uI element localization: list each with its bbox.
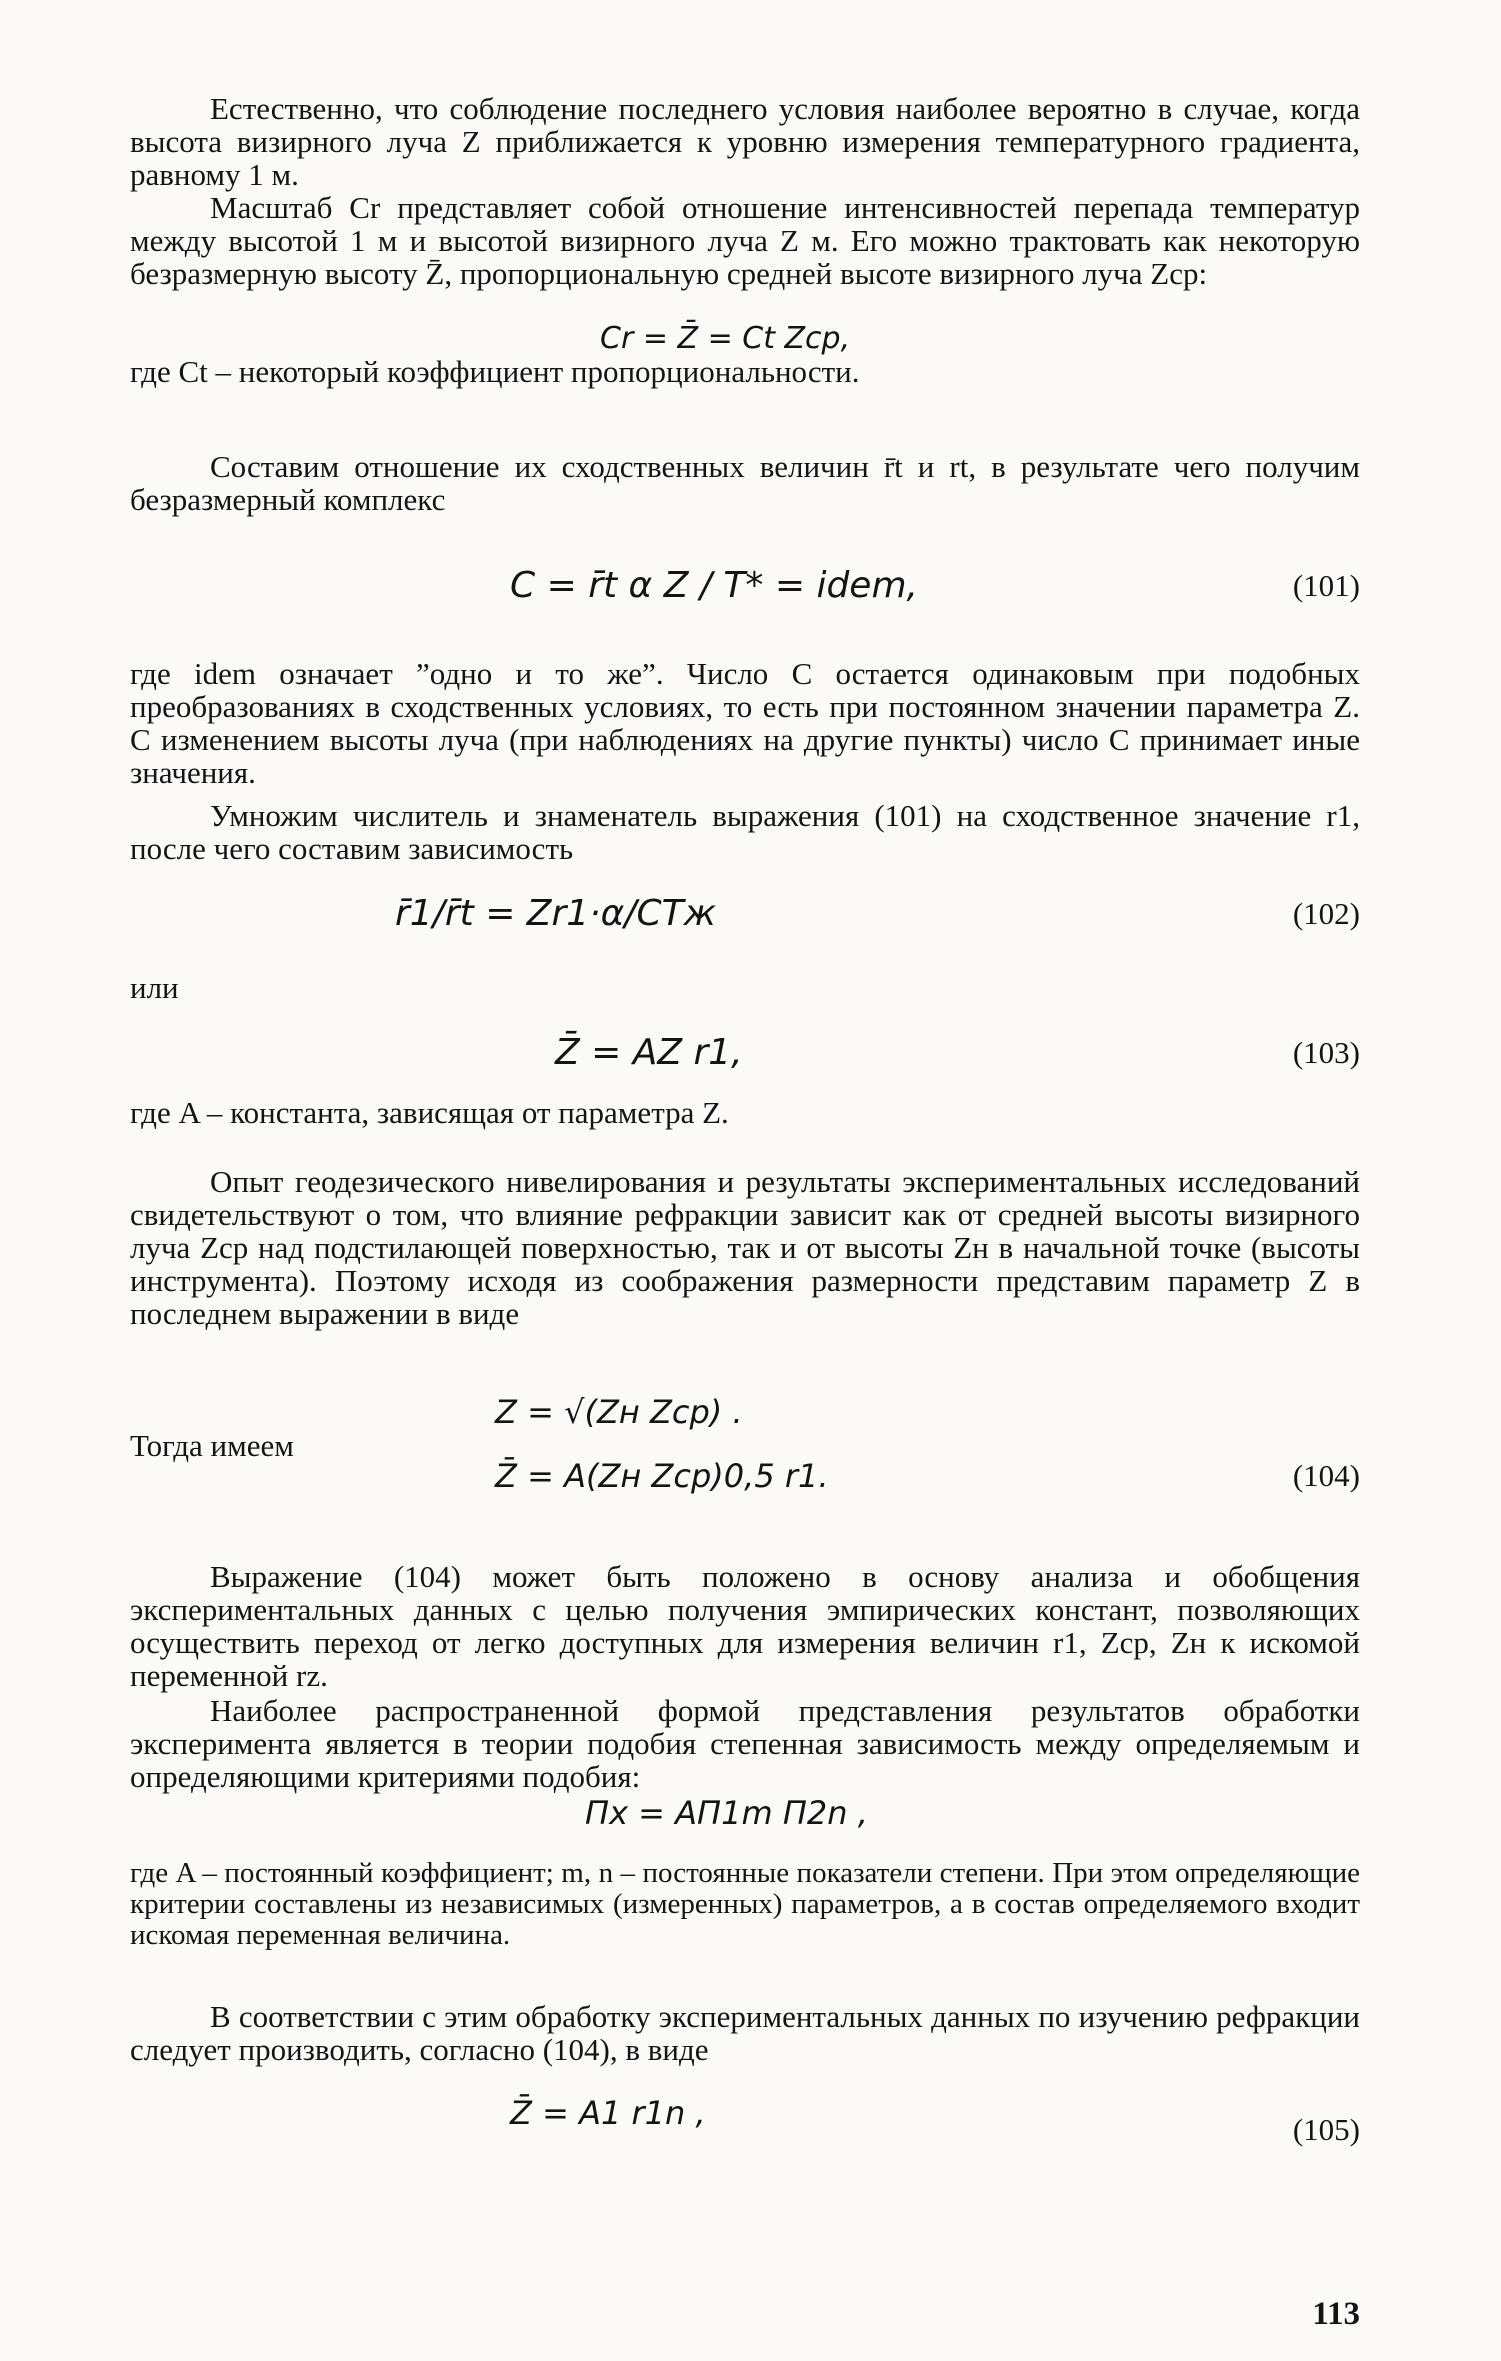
equation-number-103: (103) — [1292, 1035, 1360, 1070]
paragraph-2: Масштаб Cr представляет собой отношение интенсивностей перепада температур между высотой 1 м и высотой визирного луча Z м. Его можно трактовать как некоторую безразмерную высоту Z̄, пропорциональную средней высоте визирного луча Zср: — [130, 190, 1360, 291]
formula-102: r̄1/r̄t = Zr1·α/CTж — [395, 893, 717, 934]
formula-z-sqrt: Z = √(Zн Zср) . — [495, 1393, 743, 1431]
word-or: или — [130, 970, 179, 1005]
paragraph-8: Опыт геодезического нивелирования и результаты экспериментальных исследований свидетельствуют о том, что влияние рефракции зависит как от средней высоты визирного луча Zср над подстилающей поверхностью, так и от высоты Zн в начальной точке (высоты инструмента). Поэтому исходя из соображения размерности представим параметр Z в последнем выражении в виде — [130, 1164, 1360, 1331]
formula-104: Z̄ = A(Zн Zср)0,5 r1. — [495, 1457, 829, 1495]
paragraph-9: Выражение (104) может быть положено в основу анализа и обобщения экспериментальных данных с целью получения эмпирических констант, позволяющих осуществить переход от легко доступных для измерения величин r1, Zср, Zн к искомой переменной rz. — [130, 1559, 1360, 1693]
paragraph-11: где A – постоянный коэффициент; m, n – постоянные показатели степени. При этом определяющие критерии составлены из независимых (измеренных) параметров, а в состав определяемого входит искомая переменная величина. — [130, 1857, 1360, 1951]
paragraph-10: Наиболее распространенной формой представления результатов обработки эксперимента является в теории подобия степенная зависимость между определяемым и определяющими критериями подобия: — [130, 1693, 1360, 1794]
formula-103: Z̄ = AZ r1, — [555, 1032, 743, 1073]
formula-scale: Cr = Z̄ = Ct Zср, — [600, 321, 851, 356]
equation-number-102: (102) — [1292, 896, 1360, 931]
equation-number-101: (101) — [1292, 568, 1360, 603]
formula-105: Z̄ = A1 r1n , — [510, 2094, 706, 2132]
page-number: 113 — [1312, 2296, 1360, 2332]
equation-number-105: (105) — [1292, 2112, 1360, 2147]
formula-similarity: Пx = AП1m П2n , — [585, 1794, 868, 1832]
equation-number-104: (104) — [1292, 1458, 1360, 1493]
formula-101: C = r̄t α Z / T* = idem, — [510, 565, 918, 606]
paragraph-7: где A – константа, зависящая от параметра Z. — [130, 1095, 729, 1130]
paragraph-3: где Ct – некоторый коэффициент пропорциональности. — [130, 354, 860, 389]
paragraph-12: В соответствии с этим обработку экспериментальных данных по изучению рефракции следует производить, согласно (104), в виде — [130, 1999, 1360, 2067]
paragraph-1: Естественно, что соблюдение последнего условия наиболее вероятно в случае, когда высота визирного луча Z приближается к уровню измерения температурного градиента, равному 1 м. — [130, 91, 1360, 192]
word-then-we-have: Тогда имеем — [130, 1428, 294, 1463]
paragraph-4: Составим отношение их сходственных величин r̄t и rt, в результате чего получим безразмерный комплекс — [130, 449, 1360, 517]
paragraph-6: Умножим числитель и знаменатель выражения (101) на сходственное значение r1, после чего составим зависимость — [130, 798, 1360, 866]
paragraph-5: где idem означает ”одно и то же”. Число C остается одинаковым при подобных преобразованиях в сходственных условиях, то есть при постоянном значении параметра Z. С изменением высоты луча (при наблюдениях на другие пункты) число C принимает иные значения. — [130, 656, 1360, 790]
